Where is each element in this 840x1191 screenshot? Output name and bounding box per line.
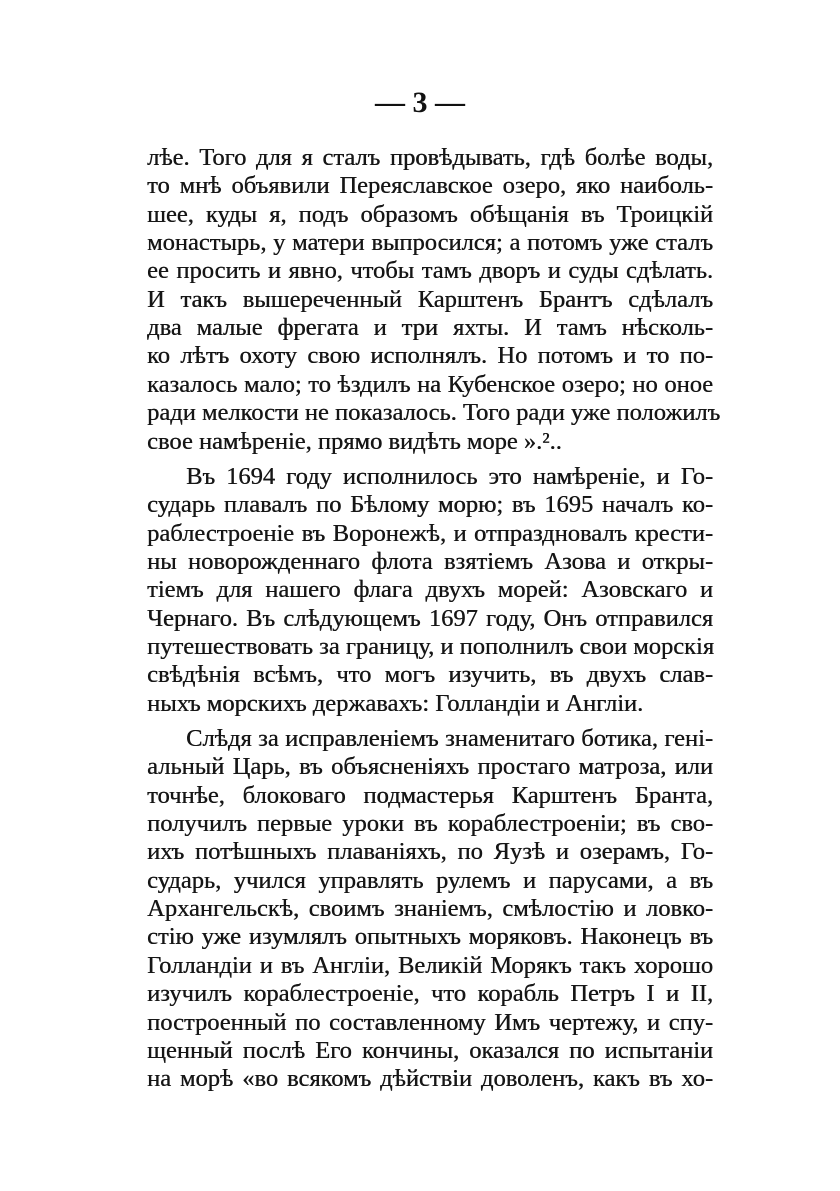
text-line: свое намѣреніе, прямо видѣть море ».².. [147,427,562,455]
text-line: получилъ первые уроки въ кораблестроеніи; въ сво- [147,810,713,838]
text-line: щенный послѣ Его кончины, оказался по испытаніи [147,1036,713,1064]
text-line: ради мелкости не показалось. Того ради уже положилъ [147,399,721,427]
text-line: ихъ потѣшныхъ плаваніяхъ, по Яузѣ и озерамъ, Го- [147,838,713,866]
text-line: ныхъ морскихъ державахъ: Голландіи и Англіи. [147,689,644,717]
text-line: ее просить и явно, чтобы тамъ дворъ и суды сдѣлать. [147,257,713,285]
text-line: казалось мало; то ѣздилъ на Кубенское озеро; но оное [147,370,713,398]
text-line: Чернаго. Въ слѣдующемъ 1697 году, Онъ отправился [147,604,713,632]
text-line: изучилъ кораблестроеніе, что корабль Петръ I и II, [147,980,713,1008]
text-line: сударь, учился управлять рулемъ и парусами, а въ [147,866,713,894]
text-line: на морѣ «во всякомъ дѣйствіи доволенъ, какъ въ хо- [147,1065,713,1093]
text-line: шее, куды я, подъ образомъ обѣщанія въ Троицкій [147,200,713,228]
text-line: точнѣе, блоковаго подмастерья Карштенъ Бранта, [147,781,713,809]
text-line: альный Царь, въ объясненіяхъ простаго матроза, или [147,753,713,781]
text-line: сударь плавалъ по Бѣлому морю; въ 1695 началъ ко- [147,491,713,519]
page-number: — 3 — [375,86,465,119]
text-line: два малые фрегата и три яхты. И тамъ нѣсколь- [147,314,713,342]
text-line: лѣе. Того для я сталъ провѣдывать, гдѣ болѣе воды, [147,144,713,171]
text-line: путешествовать за границу, и пополнилъ свои морскія [147,632,714,660]
text-line: стію уже изумлялъ опытныхъ моряковъ. Наконецъ въ [147,923,713,951]
text-line: Архангельскѣ, своимъ знаніемъ, смѣлостію и ловко- [147,895,713,923]
text-line: то мнѣ объявили Переяславское озеро, яко наиболь- [147,172,713,200]
text-line: ны новорожденнаго флота взятіемъ Азова и откры- [147,547,713,575]
text-line: монастырь, у матери выпросился; а потомъ уже сталъ [147,229,713,257]
text-line: Голландіи и въ Англіи, Великій Морякъ такъ хорошо [147,951,713,979]
text-line: построенный по составленному Имъ чертежу, и спу- [147,1008,713,1036]
text-line: ко лѣтъ охоту свою исполнялъ. Но потомъ и то по- [147,342,713,370]
text-line: свѣдѣнія всѣмъ, что могъ изучить, въ двухъ слав- [147,661,713,689]
text-line: тіемъ для нашего флага двухъ морей: Азовскаго и [147,576,713,604]
text-line: раблестроеніе въ Воронежѣ, и отпраздновалъ крести- [147,519,713,547]
text-line: Въ 1694 году исполнилось это намѣреніе, и Го- [186,462,713,490]
text-line: Слѣдя за исправленіемъ знаменитаго ботика, гені- [186,725,713,752]
text-line: И такъ вышереченный Карштенъ Брантъ сдѣлалъ [147,285,713,313]
